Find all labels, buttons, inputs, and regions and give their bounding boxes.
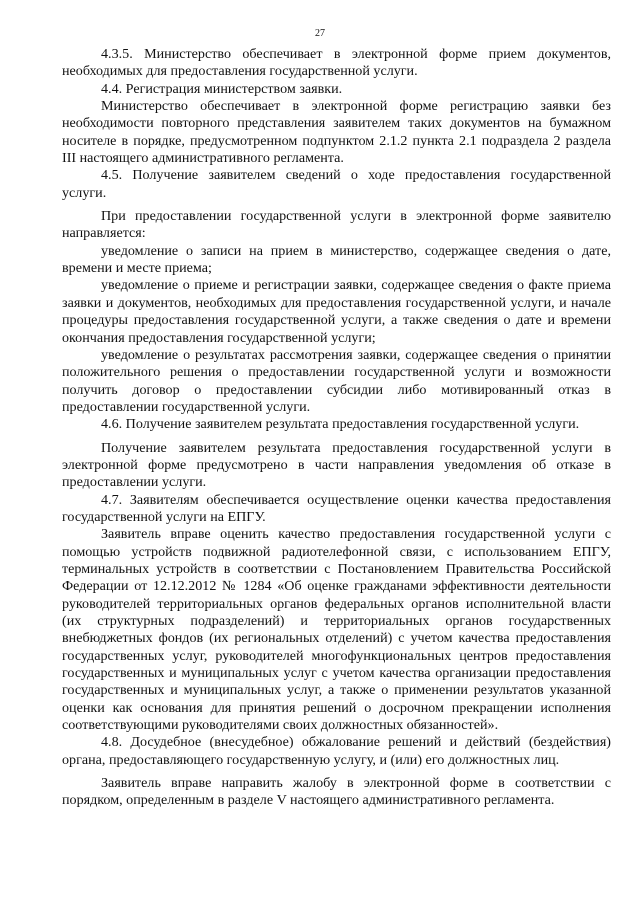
heading-4-7: 4.7. Заявителям обеспечивается осуществление оценки качества предоставления государственной услуги на ЕПГУ. (62, 491, 611, 525)
paragraph-complaint: Заявитель вправе направить жалобу в электронной форме в соответствии с порядком, определенным в разделе V настоящего административного регламента. (62, 775, 611, 809)
paragraph-quality-assessment: Заявитель вправе оценить качество предоставления государственной услуги с помощью устройств подвижной радиотелефонной связи, с использованием ЕПГУ, терминальных устройств в соответствии с Постановлением Правительства Российской Федерации от 12.12.2012 № 1284 «Об оценке гражданами эффективности деятельности руководителей территориальных органов федеральных органов исполнительной власти (их структурных подразделений) и территориальных органов государственных внебюджетных фондов (их региональных отделений) с учетом качества предоставления государственных услуг, руководителей многофункциональных центров предоставления государственных и муниципальных услуг с учетом качества организации предоставления государственных и муниципальных услуг, а также о применении результатов указанной оценки как основания для принятия решений о досрочном прекращении исполнения соответствующими руководителями своих должностных обязанностей». (62, 526, 611, 734)
paragraph-notice-appointment: уведомление о записи на прием в министерство, содержащее сведения о дате, времени и месте приема; (62, 242, 611, 277)
heading-4-4: 4.4. Регистрация министерством заявки. (101, 80, 343, 97)
heading-4-5: 4.5. Получение заявителем сведений о ходе предоставления государственной услуги. (62, 167, 611, 201)
paragraph-notice-results: уведомление о результатах рассмотрения заявки, содержащее сведения о принятии положительного решения о предоставлении государственной услуги и возможности получить договор о предоставлении субсидии либо мотивированный отказ в предоставлении государственной услуги. (62, 346, 611, 415)
paragraph-4-3-5: 4.3.5. Министерство обеспечивает в электронной форме прием документов, необходимых для предоставления государственной услуги. (62, 46, 611, 80)
page-number: 27 (315, 28, 325, 39)
paragraph-notifications-intro: При предоставлении государственной услуги в электронной форме заявителю направляется: (62, 208, 611, 242)
paragraph-notice-registration: уведомление о приеме и регистрации заявки, содержащее сведения о факте приема заявки и документов, необходимых для предоставления государственной услуги, и начале процедуры предоставления государственной услуги, а также сведения о дате и времени окончания предоставления государственной услуги; (62, 277, 611, 346)
paragraph-registration: Министерство обеспечивает в электронной форме регистрацию заявки без необходимости повторного представления заявителем таких документов на бумажном носителе в порядке, предусмотренном подпунктом 2.1.2 пункта 2.1 подраздела 2 раздела III настоящего административного регламента. (62, 98, 611, 167)
heading-4-8: 4.8. Досудебное (внесудебное) обжалование решений и действий (бездействия) органа, предоставляющего государственную услугу, и (или) его должностных лиц. (62, 734, 611, 768)
document-body (62, 46, 611, 810)
heading-4-6: 4.6. Получение заявителем результата предоставления государственной услуги. (101, 416, 580, 433)
paragraph-result-receipt: Получение заявителем результата предоставления государственной услуги в электронной форме предусмотрено в части направления уведомления об отказе в предоставлении услуги. (62, 439, 611, 491)
